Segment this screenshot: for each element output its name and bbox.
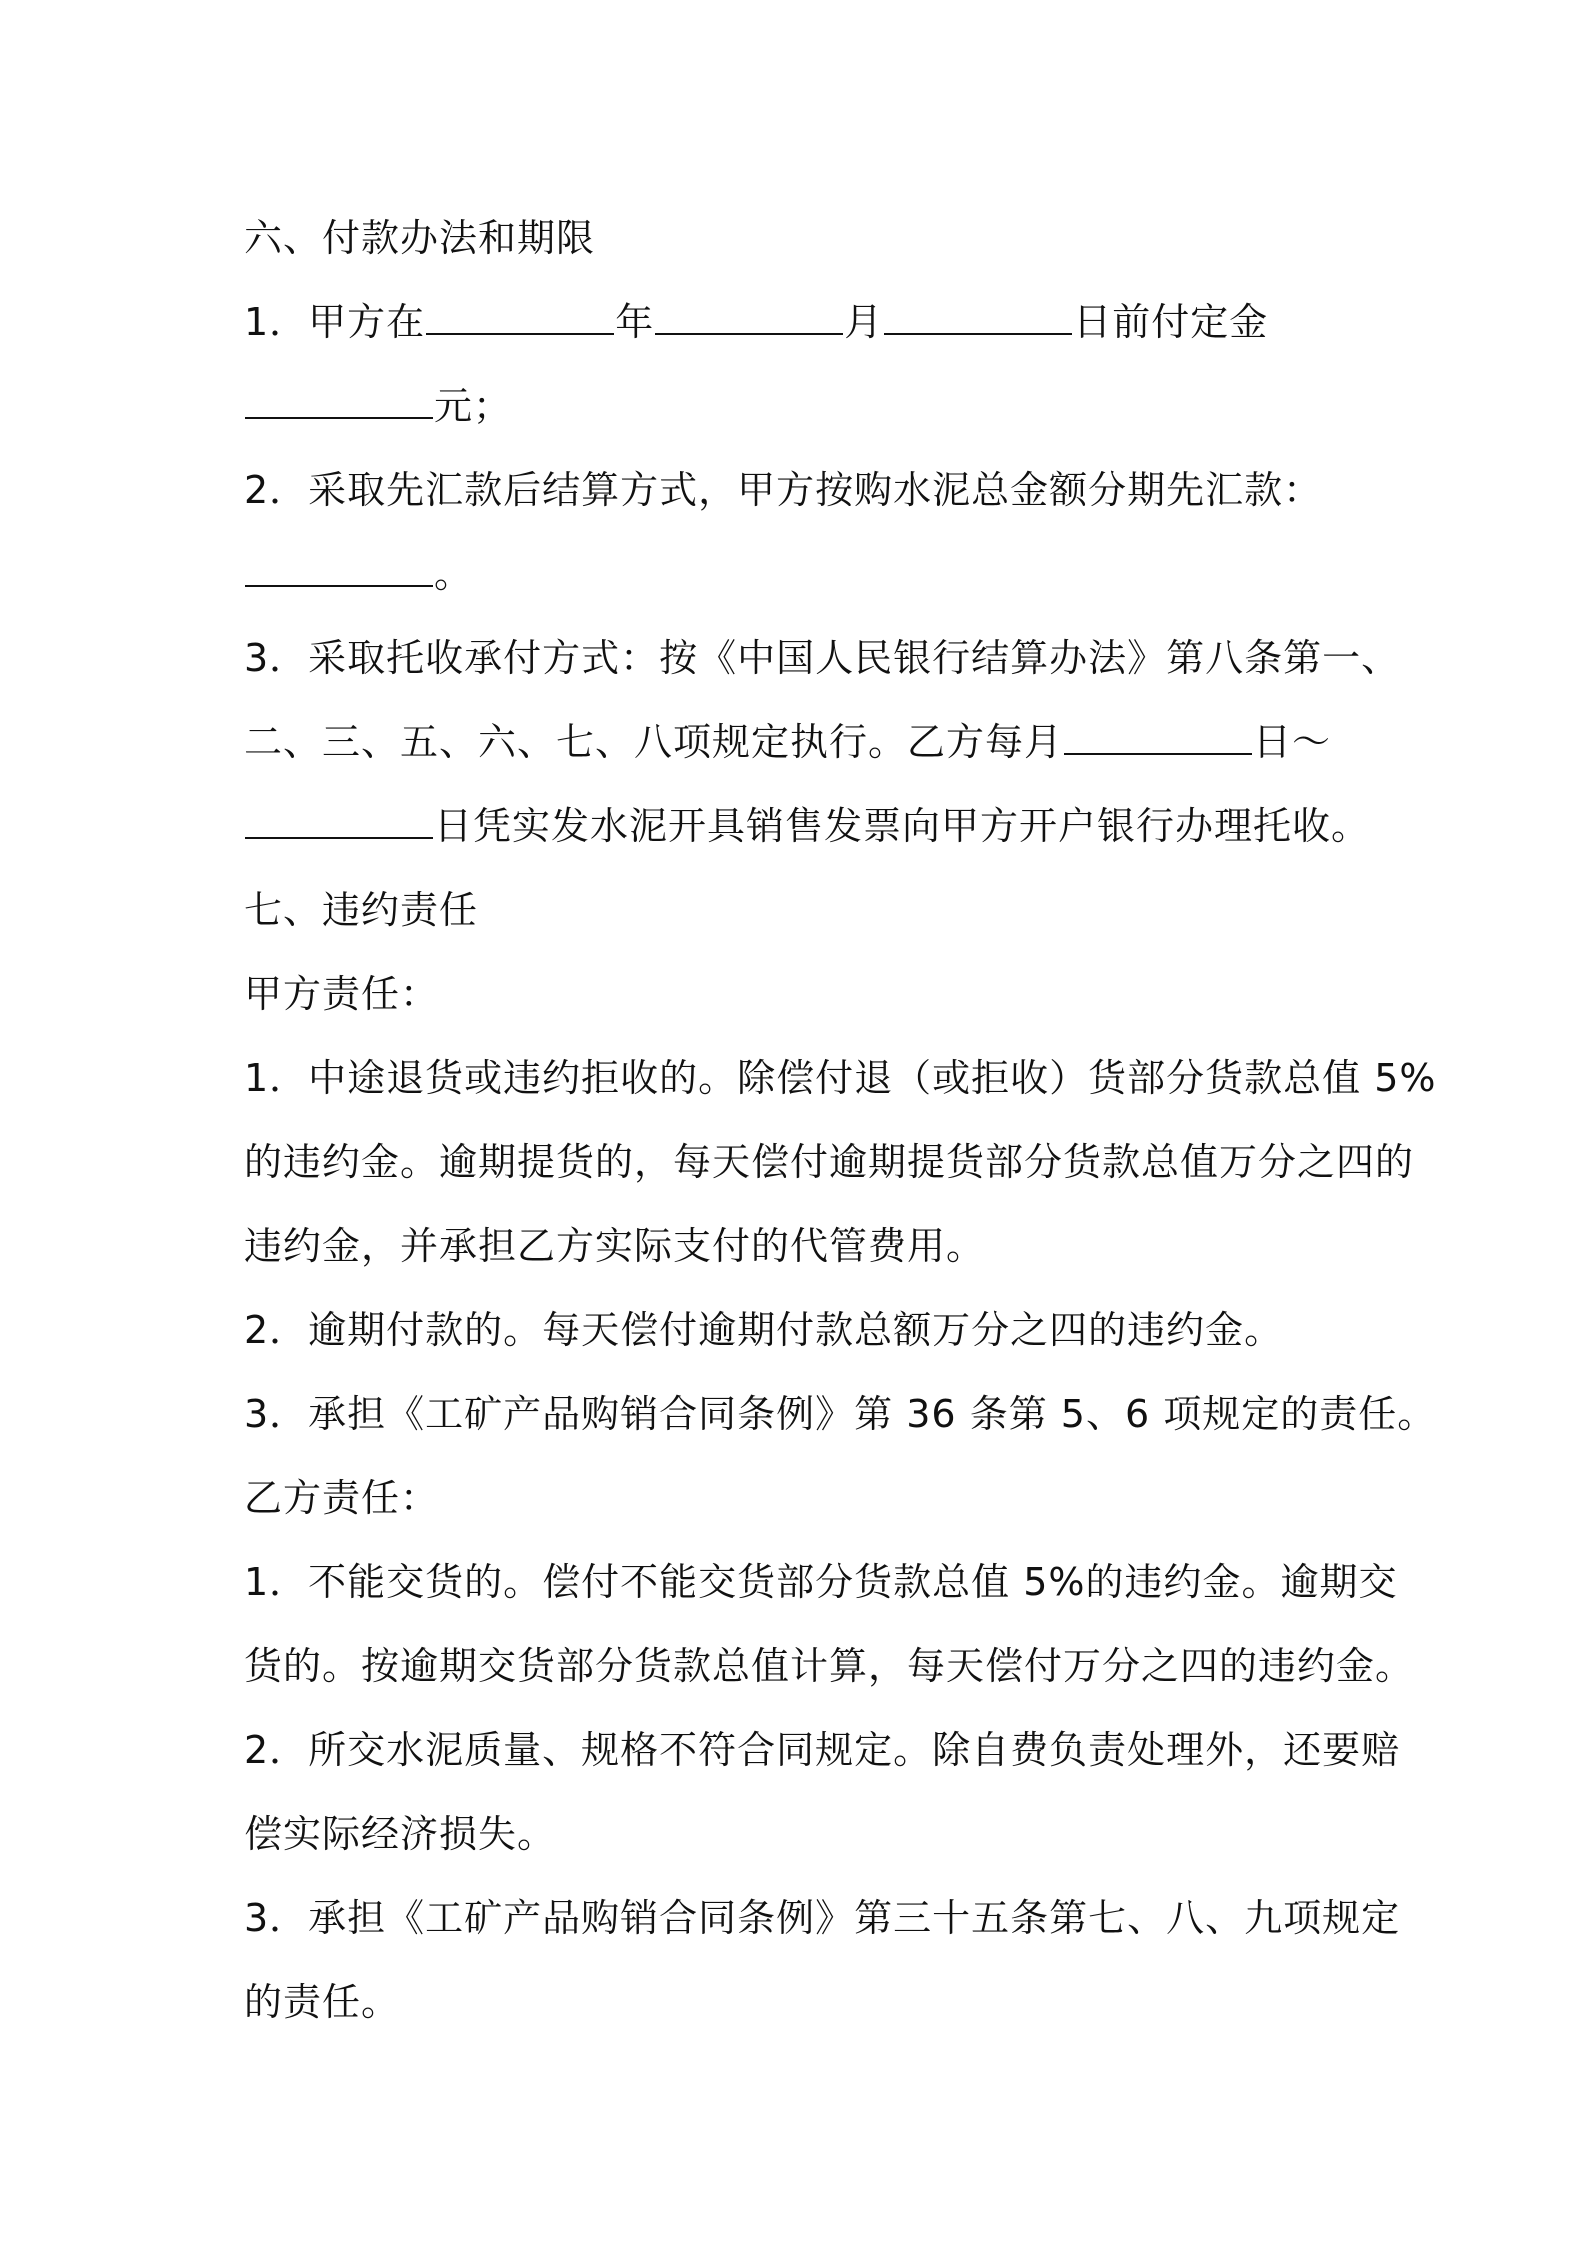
- s6-item-1: [244, 280, 1364, 364]
- b-item-1-line-2: 货的。按逾期交货部分货款总值计算，每天偿付万分之四的违约金。: [244, 1644, 1415, 1688]
- s6-item-3-tail: 日凭实发水泥开具销售发票向甲方开户银行办理托收。: [434, 804, 1371, 848]
- s6-item-2: 2．采取先汇款后结算方式，甲方按购水泥总金额分期先汇款：: [244, 468, 1323, 512]
- b-item-3-line-1: 3．承担《工矿产品购销合同条例》第三十五条第七、八、九项规定: [244, 1896, 1401, 1940]
- blank-remittance: [245, 583, 433, 587]
- day-range-label: 日～: [1253, 720, 1332, 764]
- blank-deposit-amount: [245, 415, 433, 419]
- yuan-label: 元；: [434, 384, 513, 428]
- party-a-title: 甲方责任：: [244, 972, 440, 1016]
- period-mark: 。: [434, 552, 474, 596]
- a-item-3: 3．承担《工矿产品购销合同条例》第 36 条第 5、6 项规定的责任。: [244, 1392, 1437, 1436]
- a-item-1-line-3: 违约金，并承担乙方实际支付的代管费用。: [244, 1224, 986, 1268]
- blank-year: [426, 331, 614, 335]
- a-item-1-line-2: 的违约金。逾期提货的，每天偿付逾期提货部分货款总值万分之四的: [244, 1140, 1415, 1184]
- a-item-1-line-1: 1．中途退货或违约拒收的。除偿付退（或拒收）货部分货款总值 5%: [244, 1056, 1437, 1100]
- b-item-2-line-2: 偿实际经济损失。: [244, 1812, 557, 1856]
- s6-item-3-line-3: [244, 784, 1371, 868]
- a-item-2: 2．逾期付款的。每天偿付逾期付款总额万分之四的违约金。: [244, 1308, 1284, 1352]
- deposit-label: 日前付定金: [1073, 300, 1269, 344]
- blank-month: [655, 331, 843, 335]
- blank-day: [884, 331, 1072, 335]
- s6-item-1-prefix: 1．甲方在: [244, 300, 426, 344]
- year-label: 年: [615, 300, 655, 344]
- contract-text: [244, 196, 1437, 2044]
- b-item-2-line-1: 2．所交水泥质量、规格不符合同规定。除自费负责处理外，还要赔: [244, 1728, 1401, 1772]
- s6-item-3-line-2: [244, 700, 1364, 784]
- b-item-1-line-1: 1．不能交货的。偿付不能交货部分货款总值 5%的违约金。逾期交: [244, 1560, 1398, 1604]
- blank-start-day: [1064, 751, 1252, 755]
- party-b-title: 乙方责任：: [244, 1476, 440, 1520]
- s6-item-2-amount: [244, 532, 1364, 616]
- s6-item-3-text: 二、三、五、六、七、八项规定执行。乙方每月: [244, 720, 1064, 764]
- blank-end-day: [245, 835, 433, 839]
- b-item-3-line-2: 的责任。: [244, 1980, 401, 2024]
- s6-item-1-amount: [244, 364, 1364, 448]
- month-label: 月: [844, 300, 884, 344]
- section-7-title: 七、违约责任: [244, 888, 479, 932]
- s6-item-3-line-1: 3．采取托收承付方式：按《中国人民银行结算办法》第八条第一、: [244, 636, 1401, 680]
- section-6-title: 六、付款办法和期限: [244, 216, 596, 260]
